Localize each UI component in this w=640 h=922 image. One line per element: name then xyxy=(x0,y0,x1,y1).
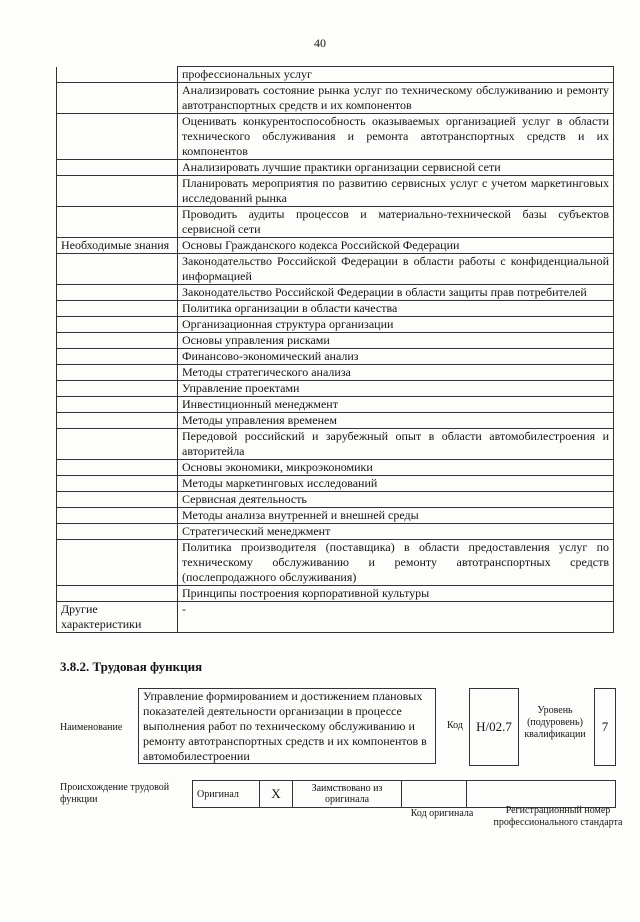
row-text: Основы Гражданского кодекса Российской Федерации xyxy=(178,238,614,254)
table-row xyxy=(57,238,614,254)
row-text: Инвестиционный менеджмент xyxy=(178,397,614,413)
row-text: Основы экономики, микроэкономики xyxy=(178,460,614,476)
row-category xyxy=(57,586,178,602)
reg-number-label: Регистрационный номер профессионального стандарта xyxy=(493,805,623,828)
table-row xyxy=(57,301,614,317)
row-category xyxy=(57,492,178,508)
origin-table xyxy=(192,780,616,808)
section-heading: 3.8.2. Трудовая функция xyxy=(60,659,203,674)
row-category xyxy=(57,67,178,83)
row-text: Организационная структура организации xyxy=(178,317,614,333)
table-row xyxy=(57,586,614,602)
table-row xyxy=(57,67,614,83)
row-category xyxy=(57,429,178,460)
row-text: Методы маркетинговых исследований xyxy=(178,476,614,492)
table-row xyxy=(57,524,614,540)
table-row xyxy=(57,540,614,586)
row-category xyxy=(57,317,178,333)
requirements-table xyxy=(56,66,614,633)
row-category xyxy=(57,114,178,160)
row-text: Законодательство Российской Федерации в области защиты прав потребителей xyxy=(178,285,614,301)
table-row xyxy=(57,460,614,476)
table-row xyxy=(57,114,614,160)
code-original-cell xyxy=(402,781,467,808)
row-category xyxy=(57,397,178,413)
row-category xyxy=(57,160,178,176)
row-text: Методы стратегического анализа xyxy=(178,365,614,381)
row-category xyxy=(57,540,178,586)
row-category: Необходимые знания xyxy=(57,238,178,254)
row-category xyxy=(57,176,178,207)
row-category xyxy=(57,285,178,301)
row-text: Проводить аудиты процессов и материально-технической базы субъектов сервисной сети xyxy=(178,207,614,238)
table-row xyxy=(57,365,614,381)
row-category xyxy=(57,460,178,476)
level-label: Уровень (подуровень) квалификации xyxy=(524,705,586,740)
table-row xyxy=(57,397,614,413)
table-row xyxy=(57,207,614,238)
function-name-value: Управление формированием и достижением плановых показателей деятельности организации в процессе выполнения работ по техническому обслуживанию и ремонту автотранспортных средств и их компонентов в автомобилестроении xyxy=(138,688,436,764)
table-row xyxy=(57,413,614,429)
row-category xyxy=(57,301,178,317)
origin-label: Происхождение трудовой функции xyxy=(60,782,170,805)
row-category xyxy=(57,333,178,349)
row-text: Законодательство Российской Федерации в области работы с конфиденциальной информацией xyxy=(178,254,614,285)
table-row xyxy=(57,83,614,114)
table-row xyxy=(57,254,614,285)
row-category xyxy=(57,349,178,365)
table-row xyxy=(57,429,614,460)
table-row xyxy=(57,508,614,524)
row-category xyxy=(57,476,178,492)
row-text: Передовой российский и зарубежный опыт в области автомобилестроения и авторитейла xyxy=(178,429,614,460)
table-row xyxy=(57,176,614,207)
name-label: Наименование xyxy=(60,722,123,733)
row-category xyxy=(57,254,178,285)
code-original-label: Код оригинала xyxy=(410,808,474,819)
row-category xyxy=(57,413,178,429)
row-text: Анализировать лучшие практики организации сервисной сети xyxy=(178,160,614,176)
row-text: Принципы построения корпоративной культуры xyxy=(178,586,614,602)
table-row xyxy=(57,333,614,349)
table-row xyxy=(57,492,614,508)
row-category xyxy=(57,508,178,524)
table-row xyxy=(57,285,614,301)
row-text: Анализировать состояние рынка услуг по техническому обслуживанию и ремонту автотранспортных средств и их компонентов xyxy=(178,83,614,114)
row-text: Управление проектами xyxy=(178,381,614,397)
code-label: Код xyxy=(447,720,463,731)
row-category xyxy=(57,381,178,397)
table-row xyxy=(57,349,614,365)
table-row xyxy=(57,476,614,492)
level-value: 7 xyxy=(594,688,616,766)
row-text: Финансово-экономический анализ xyxy=(178,349,614,365)
row-text: Методы управления временем xyxy=(178,413,614,429)
row-text: Планировать мероприятия по развитию сервисных услуг с учетом маркетинговых исследований рынка xyxy=(178,176,614,207)
row-text: профессиональных услуг xyxy=(178,67,614,83)
original-mark: X xyxy=(260,781,293,808)
row-text: Оценивать конкурентоспособность оказываемых организацией услуг в области технического обслуживания и ремонта автотранспортных средств и их компонентов xyxy=(178,114,614,160)
row-category xyxy=(57,83,178,114)
row-text: Политика организации в области качества xyxy=(178,301,614,317)
row-text: - xyxy=(178,602,614,633)
table-row xyxy=(57,160,614,176)
row-category xyxy=(57,365,178,381)
borrowed-label: Заимствовано из оригинала xyxy=(293,781,402,808)
table-row xyxy=(57,317,614,333)
row-text: Основы управления рисками xyxy=(178,333,614,349)
page-number: 40 xyxy=(314,36,326,50)
row-text: Политика производителя (поставщика) в области предоставления услуг по техническому обслуживанию и ремонту автотранспортных средств (послепродажного обслуживания) xyxy=(178,540,614,586)
table-row xyxy=(57,602,614,633)
row-text: Методы анализа внутренней и внешней среды xyxy=(178,508,614,524)
table-row xyxy=(57,381,614,397)
row-category xyxy=(57,207,178,238)
row-category xyxy=(57,524,178,540)
code-value: H/02.7 xyxy=(469,688,519,766)
reg-number-cell xyxy=(467,781,616,808)
row-text: Стратегический менеджмент xyxy=(178,524,614,540)
original-label: Оригинал xyxy=(193,781,260,808)
row-category: Другие характеристики xyxy=(57,602,178,633)
row-text: Сервисная деятельность xyxy=(178,492,614,508)
